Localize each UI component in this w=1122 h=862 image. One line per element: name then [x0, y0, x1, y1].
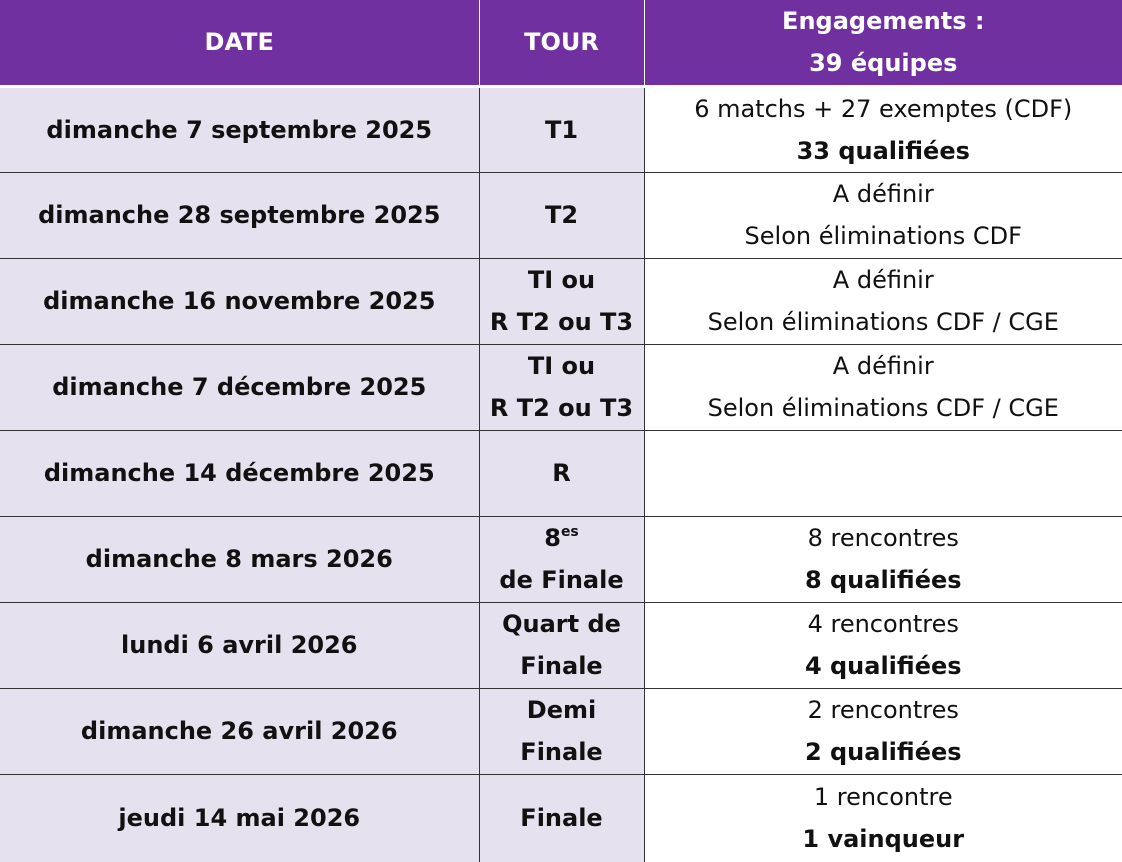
tour-cell [479, 774, 644, 862]
date-cell: lundi 6 avril 2026 [0, 602, 479, 688]
date-cell: dimanche 26 avril 2026 [0, 688, 479, 774]
engagements-cell [644, 430, 1122, 516]
tour-cell [479, 344, 644, 430]
header-engagements-label: Engagements : [782, 7, 985, 36]
engagements-result: 8 qualifiées [804, 566, 962, 594]
date-cell: dimanche 8 mars 2026 [0, 516, 479, 602]
date-cell: dimanche 7 septembre 2025 [0, 86, 479, 172]
engagements-detail: 1 rencontre [813, 783, 953, 812]
engagements-detail: 4 rencontres [807, 610, 959, 638]
engagements-cell [644, 688, 1122, 774]
engagements-detail: 6 matchs + 27 exemptes (CDF) [694, 94, 1073, 123]
engagements-detail: 2 rencontres [807, 696, 959, 724]
table-row [0, 344, 1122, 430]
tour-line: de Finale [499, 566, 624, 594]
tour-line: R T2 ou T3 [489, 394, 634, 422]
engagements-detail: 8 rencontres [807, 524, 959, 552]
engagements-cell [644, 344, 1122, 430]
table-row [0, 172, 1122, 258]
header-engagements [644, 0, 1122, 86]
table-row [0, 86, 1122, 172]
engagements-detail: A définir [832, 266, 934, 294]
table-row [0, 602, 1122, 688]
ordinal-suffix: es [560, 524, 579, 540]
tour-line: TI ou [527, 266, 596, 294]
date-cell: dimanche 16 novembre 2025 [0, 258, 479, 344]
tour-line: Finale [520, 738, 603, 766]
header-date: DATE [0, 0, 479, 86]
tour-cell [479, 602, 644, 688]
engagements-note: Selon éliminations CDF / CGE [707, 394, 1059, 422]
engagements-cell [644, 258, 1122, 344]
table-row [0, 516, 1122, 602]
tour-line: TI ou [527, 352, 596, 380]
engagements-note: Selon éliminations CDF / CGE [707, 308, 1059, 336]
engagements-result: 1 vainqueur [802, 825, 965, 854]
engagements-result: 4 qualifiées [804, 652, 962, 680]
tour-cell [479, 258, 644, 344]
tour-line: Demi [526, 696, 597, 724]
tour-cell [479, 688, 644, 774]
table-row [0, 774, 1122, 862]
tour-line: Quart de [502, 610, 621, 638]
date-cell: dimanche 14 décembre 2025 [0, 430, 479, 516]
engagements-cell [644, 172, 1122, 258]
engagements-note: Selon éliminations CDF [744, 222, 1022, 250]
table-row [0, 688, 1122, 774]
date-cell: dimanche 7 décembre 2025 [0, 344, 479, 430]
tour-line: T2 [544, 201, 579, 229]
table-header-row [0, 0, 1122, 86]
tour-cell [479, 516, 644, 602]
date-cell: jeudi 14 mai 2026 [0, 774, 479, 862]
engagements-detail: A définir [832, 352, 934, 380]
engagements-detail: A définir [832, 180, 934, 208]
tour-cell [479, 172, 644, 258]
tour-line: R T2 ou T3 [489, 308, 634, 336]
round-number: 8 [544, 524, 561, 552]
engagements-result: 33 qualifiées [796, 136, 970, 165]
header-team-count: 39 équipes [809, 49, 958, 78]
tour-line: Finale [520, 652, 603, 680]
tour-line [480, 517, 644, 559]
date-cell: dimanche 28 septembre 2025 [0, 172, 479, 258]
tour-line: R [552, 459, 571, 487]
header-tour: TOUR [479, 0, 644, 86]
engagements-result: 2 qualifiées [804, 738, 962, 766]
tour-line: T1 [544, 115, 579, 144]
tour-line: Finale [520, 804, 603, 833]
engagements-cell [644, 602, 1122, 688]
engagements-cell [644, 516, 1122, 602]
table-row [0, 430, 1122, 516]
tour-cell [479, 86, 644, 172]
table-row [0, 258, 1122, 344]
engagements-cell [644, 86, 1122, 172]
tour-cell [479, 430, 644, 516]
engagements-cell [644, 774, 1122, 862]
